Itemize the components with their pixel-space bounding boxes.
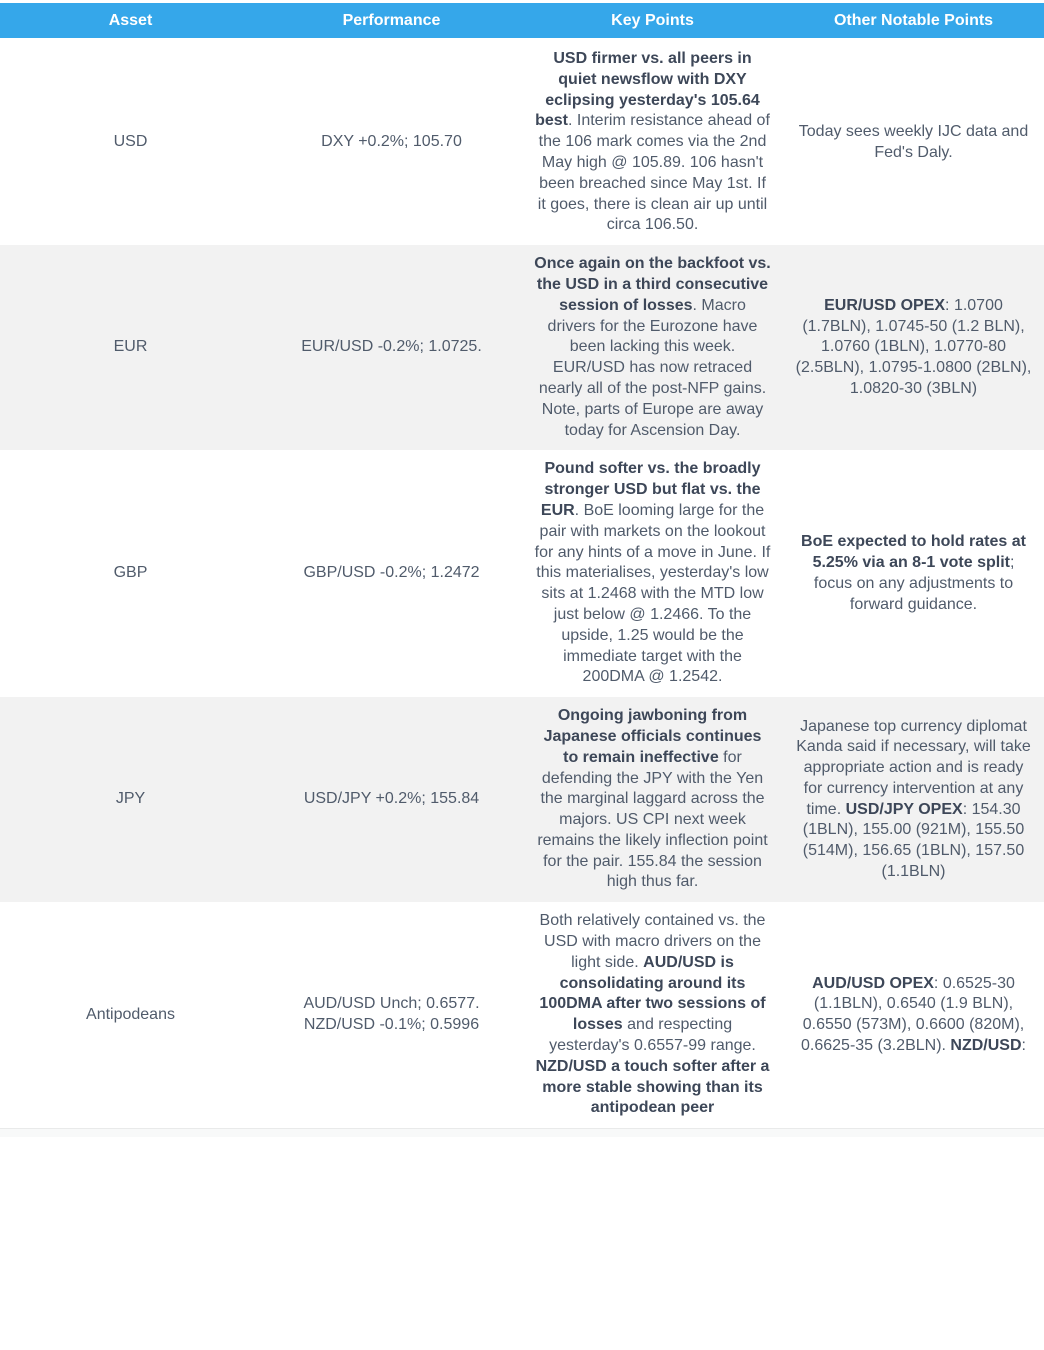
- column-header-key-points: Key Points: [522, 3, 783, 39]
- table-row: [0, 39, 1044, 245]
- table-row: [0, 902, 1044, 1128]
- bold-text-segment: BoE expected to hold rates at 5.25% via an 8-1 vote split: [801, 533, 1026, 571]
- text-segment: for defending the JPY with the Yen the marginal laggard across the majors. US CPI next week remains the likely inflection point for the pair. 155.84 the session high thus far.: [537, 748, 768, 891]
- text-segment: Both relatively contained vs. the USD with macro drivers on the light side.: [539, 912, 766, 971]
- performance-cell: GBP/USD -0.2%; 1.2472: [303, 564, 480, 582]
- text-segment: : 1.0700 (1.7BLN), 1.0745-50 (1.2 BLN), 1.0760 (1BLN), 1.0770-80 (2.5BLN), 1.0795-1.0800 (2BLN), 1.0820-30 (3BLN): [795, 296, 1032, 397]
- asset-cell: GBP: [113, 564, 148, 582]
- bold-text-segment: AUD/USD OPEX: [812, 974, 934, 992]
- performance-cell: USD/JPY +0.2%; 155.84: [261, 697, 522, 902]
- table-row: [0, 450, 1044, 697]
- table-header: [0, 3, 1044, 39]
- key-points-cell: [522, 902, 783, 1128]
- performance-cell: EUR/USD -0.2%; 1.0725.: [261, 245, 522, 450]
- bold-text-segment: Once again on the backfoot vs. the USD in a third consecutive session of losses: [534, 255, 771, 314]
- table-row: [0, 245, 1044, 450]
- text-segment: : 154.30 (1BLN), 155.00 (921M), 155.50 (514M), 156.65 (1BLN), 157.50 (1.1BLN): [802, 800, 1025, 881]
- table-body: [0, 39, 1044, 1128]
- header-row: [0, 3, 1044, 39]
- column-header-asset: Asset: [0, 3, 261, 39]
- column-header-other-points: Other Notable Points: [783, 3, 1044, 39]
- performance-cell: AUD/USD Unch; 0.6577. NZD/USD -0.1%; 0.5996: [303, 995, 480, 1034]
- key-points-cell: [522, 450, 783, 697]
- other-notable-points-cell: [783, 39, 1044, 245]
- other-notable-points-cell: [783, 450, 1044, 697]
- next-row-top-edge: [0, 1128, 1044, 1137]
- bold-text-segment: USD firmer vs. all peers in quiet newsflow with DXY eclipsing yesterday's 105.64 best: [535, 50, 760, 130]
- text-segment: and respecting yesterday's 0.6557-99 range.: [549, 1016, 756, 1055]
- asset-cell: Antipodeans: [86, 1005, 175, 1023]
- bold-text-segment: Pound softer vs. the broadly stronger USD but flat vs. the EUR: [540, 460, 761, 519]
- other-notable-points-cell: [783, 697, 1044, 902]
- text-segment: . Interim resistance ahead of the 106 mark comes via the 2nd May high @ 105.89. 106 hasn't been breached since May 1st. If it goes, there is clean air up until circa 106.50.: [537, 112, 770, 234]
- bold-text-segment: NZD/USD: [950, 1037, 1022, 1055]
- bold-text-segment: EUR/USD OPEX: [824, 296, 946, 314]
- performance-cell: DXY +0.2%; 105.70: [321, 133, 462, 151]
- key-points-cell: [522, 245, 783, 450]
- text-segment: Today sees weekly IJC data and Fed's Daly.: [798, 122, 1029, 161]
- text-segment: : 0.6525-30 (1.1BLN), 0.6540 (1.9 BLN), 0.6550 (573M), 0.6600 (820M), 0.6625-35 (3.2BLN).: [801, 974, 1025, 1055]
- fx-asset-table: [0, 3, 1044, 1128]
- text-segment: ; focus on any adjustments to forward guidance.: [813, 553, 1015, 613]
- key-points-cell: [522, 39, 783, 245]
- text-segment: . BoE looming large for the pair with markets on the lookout for any hints of a move in June. If this materialises, yesterday's low sits at 1.2468 with the MTD low just below @ 1.2466. To the upside, 1.25 would be the immediate target with the 200DMA @ 1.2542.: [534, 501, 771, 686]
- asset-cell: JPY: [0, 697, 261, 902]
- table-row: [0, 697, 1044, 902]
- bold-text-segment: Ongoing jawboning from Japanese officials continues to remain ineffective: [543, 707, 762, 766]
- text-segment: . Macro drivers for the Eurozone have been lacking this week. EUR/USD has now retraced nearly all of the post-NFP gains. Note, parts of Europe are away today for Ascension Day.: [538, 296, 767, 439]
- column-header-performance: Performance: [261, 3, 522, 39]
- text-segment: :: [1021, 1037, 1026, 1055]
- other-notable-points-cell: [783, 902, 1044, 1128]
- bold-text-segment: NZD/USD a touch softer after a more stable showing than its antipodean peer: [535, 1057, 770, 1117]
- key-points-cell: [522, 697, 783, 902]
- asset-cell: USD: [113, 133, 148, 151]
- bold-text-segment: USD/JPY OPEX: [845, 800, 963, 818]
- other-notable-points-cell: [783, 245, 1044, 450]
- asset-cell: EUR: [0, 245, 261, 450]
- text-segment: Japanese top currency diplomat Kanda said if necessary, will take appropriate action and is ready for currency intervention at any time.: [796, 717, 1031, 818]
- bold-text-segment: AUD/USD is consolidating around its 100DMA after two sessions of losses: [539, 953, 766, 1034]
